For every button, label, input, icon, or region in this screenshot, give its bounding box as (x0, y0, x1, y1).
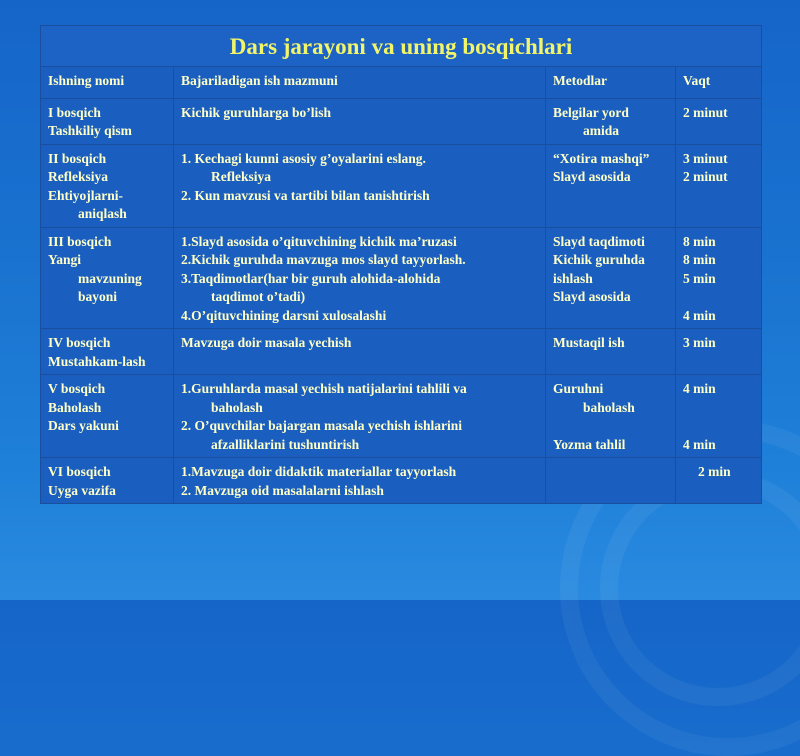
content-line: 2. Kun mavzusi va tartibi bilan tanishtirish (181, 187, 430, 203)
header-row (41, 67, 762, 99)
time-line: 3 min (683, 335, 716, 350)
content-line: 1.Slayd asosida o’qituvchining kichik ma’ruzasi (181, 233, 457, 249)
time-cell (676, 227, 762, 329)
content-line: Refleksiya (211, 169, 271, 184)
stage-title: Ehtiyojlarni- (48, 187, 124, 203)
stage-title: Mustahkam-lash (48, 353, 146, 369)
time-line: 4 min (683, 436, 716, 452)
time-cell (676, 375, 762, 458)
spacer (553, 417, 668, 436)
header-content: Bajariladigan ish mazmuni (174, 67, 546, 99)
table-row (41, 329, 762, 375)
stage-name-cell (41, 98, 174, 144)
time-cell (676, 329, 762, 375)
method-line: Slayd asosida (553, 289, 631, 304)
content-line: 1. Kechagi kunni asosiy g’oyalarini eslang. (181, 150, 426, 166)
content-line: 4.O’qituvchining darsni xulosalashi (181, 307, 387, 323)
header-time: Vaqt (676, 67, 762, 99)
content-line: 2. O’quvchilar bajargan masala yechish ishlarini (181, 418, 463, 433)
content-line: taqdimot o’tadi) (211, 289, 306, 304)
stage-title: mavzuning (78, 270, 142, 286)
stage-title: Tashkiliy qism (48, 123, 132, 138)
stage-name-cell (41, 144, 174, 227)
time-line: 5 min (683, 270, 716, 286)
time-cell (676, 98, 762, 144)
stage-label: VI bosqich (48, 464, 111, 479)
slide-title: Dars jarayoni va uning bosqichlari (41, 26, 762, 67)
table-row (41, 144, 762, 227)
content-cell (174, 144, 546, 227)
time-cell (676, 458, 762, 504)
stage-label: II bosqich (48, 150, 107, 166)
table-row (41, 375, 762, 458)
method-line: Guruhni (553, 381, 604, 396)
stage-title: Uyga vazifa (48, 482, 116, 498)
stage-name-cell (41, 227, 174, 329)
method-line: Slayd asosida (553, 169, 631, 184)
time-line: 3 minut (683, 150, 728, 166)
content-cell (174, 458, 546, 504)
methods-cell (546, 375, 676, 458)
method-line: baholash (583, 399, 635, 415)
content-cell (174, 227, 546, 329)
content-line: 1.Guruhlarda masal yechish natijalarini tahlili va (181, 381, 467, 396)
stage-title: Dars yakuni (48, 418, 119, 433)
method-line: Mustaqil ish (553, 335, 625, 350)
stage-name-cell (41, 329, 174, 375)
spacer (683, 417, 754, 436)
content-line: Kichik guruhlarga bo’lish (181, 104, 332, 120)
content-line: baholash (211, 399, 263, 415)
method-line: Belgilar yord (553, 104, 629, 120)
content-cell (174, 329, 546, 375)
stage-title: Refleksiya (48, 169, 108, 184)
time-line: 8 min (683, 252, 716, 267)
methods-cell (546, 329, 676, 375)
content-line: 1.Mavzuga doir didaktik materiallar tayyorlash (181, 464, 457, 479)
method-line: Kichik guruhda (553, 252, 645, 267)
stage-title: bayoni (78, 289, 118, 304)
content-line: afzalliklarini tushuntirish (211, 436, 360, 452)
stage-label: III bosqich (48, 233, 112, 249)
time-line: 2 minut (683, 104, 728, 120)
content-line: Mavzuga doir masala yechish (181, 335, 352, 350)
stage-label: V bosqich (48, 381, 106, 396)
table-row (41, 227, 762, 329)
table-row (41, 98, 762, 144)
stage-title: aniqlash (78, 206, 127, 221)
background-swirl (600, 470, 800, 706)
time-line: 4 min (683, 307, 716, 323)
lesson-stages-table (40, 25, 762, 504)
method-line: amida (583, 123, 620, 138)
header-name: Ishning nomi (41, 67, 174, 99)
time-line: 4 min (683, 381, 716, 396)
methods-cell (546, 144, 676, 227)
method-line: ishlash (553, 270, 593, 286)
methods-cell (546, 458, 676, 504)
stage-label: IV bosqich (48, 335, 111, 350)
content-line: 3.Taqdimotlar(har bir guruh alohida-alohida (181, 270, 441, 286)
content-line: 2.Kichik guruhda mavzuga mos slayd tayyorlash. (181, 252, 466, 267)
spacer (683, 399, 754, 418)
method-line: Slayd taqdimoti (553, 233, 645, 249)
method-line: “Xotira mashqi” (553, 150, 650, 166)
stage-title: Baholash (48, 399, 102, 415)
method-line: Yozma tahlil (553, 436, 626, 452)
time-line: 8 min (683, 233, 716, 249)
content-cell (174, 98, 546, 144)
title-row (41, 26, 762, 67)
stage-name-cell (41, 375, 174, 458)
content-line: 2. Mavzuga oid masalalarni ishlash (181, 482, 384, 498)
stage-title: Yangi (48, 252, 82, 267)
time-cell (676, 144, 762, 227)
stage-label: I bosqich (48, 104, 101, 120)
methods-cell (546, 98, 676, 144)
content-cell (174, 375, 546, 458)
table-row (41, 458, 762, 504)
header-methods: Metodlar (546, 67, 676, 99)
time-line: 2 minut (683, 169, 728, 184)
time-line: 2 min (698, 464, 731, 479)
stage-name-cell (41, 458, 174, 504)
methods-cell (546, 227, 676, 329)
spacer (683, 288, 754, 307)
